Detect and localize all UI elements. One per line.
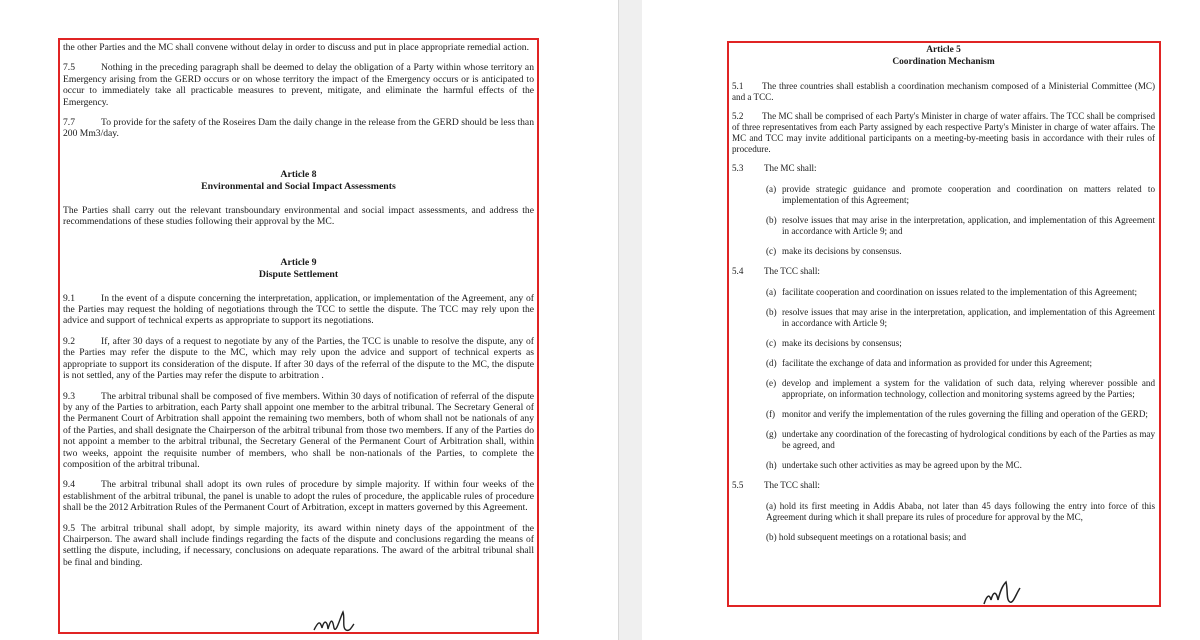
paragraph-9-4 [63, 479, 534, 513]
paragraph-number: 9.5 [63, 522, 75, 534]
article-9-heading: Article 9 [280, 256, 317, 268]
item-text: develop and implement a system for the validation of such data, relying wherever possible and appropriate, on information technology, collection and monitoring systems agreed by the Parties; [782, 378, 1155, 399]
article-8-heading: Article 8 [280, 168, 317, 180]
paragraph-number: 5.5 [732, 480, 744, 490]
paragraph-text: In the event of a dispute concerning the interpretation, application, or implementation of the Agreement, any of the Parties may request the holding of negotiations through the TCC to settle the dispute. The TCC may rely upon the advice and support of technical experts as appropriate to support its negotiations. [63, 292, 534, 327]
item-letter: (g) [766, 429, 777, 439]
intro-paragraph: the other Parties and the MC shall convene without delay in order to discuss and put in place appropriate remedial action. [63, 42, 529, 53]
list-item [766, 429, 1155, 451]
list-item [766, 378, 1155, 400]
item-text: monitor and verify the implementation of the rules governing the filling and operation of the GERD; [782, 409, 1148, 419]
paragraph-9-5 [63, 523, 534, 569]
list-item [766, 338, 1155, 349]
right-highlight-frame [727, 41, 1161, 607]
item-text: make its decisions by consensus; [782, 338, 902, 348]
handwritten-initials-right [980, 578, 1024, 610]
item-text: provide strategic guidance and promote cooperation and coordination on matters related to implementation of this Agreement; [782, 184, 1155, 205]
item-letter: (b) [766, 215, 777, 225]
left-highlight-frame [58, 38, 539, 634]
item-text: hold subsequent meetings on a rotational basis; and [778, 532, 967, 542]
article-9-title: Dispute Settlement [258, 268, 339, 280]
list-item [766, 409, 1155, 420]
paragraph-text: To provide for the safety of the Roseires Dam the daily change in the release from the GERD should be less than 200 Mm3/day. [63, 117, 534, 140]
tcc-list [732, 287, 1155, 471]
item-letter: (d) [766, 358, 777, 368]
item-text: undertake such other activities as may be agreed upon by the MC. [782, 460, 1022, 470]
tcc-meeting-list [732, 501, 1155, 543]
page-gutter [618, 0, 644, 640]
paragraph-number: 9.1 [63, 292, 75, 304]
paragraph-number: 7.5 [63, 62, 75, 74]
list-item [766, 358, 1155, 369]
list-item [766, 215, 1155, 237]
item-text: resolve issues that may arise in the interpretation, application, and implementation of this Agreement in accordance with Article 9; and [782, 215, 1155, 236]
article-8-text: The Parties shall carry out the relevant transboundary environmental and social impact assessments, and address the recommendations of these studies following their approval by the MC. [63, 204, 534, 228]
item-letter: (b) [766, 307, 777, 317]
handwritten-initials-left [310, 608, 358, 638]
item-text: undertake any coordination of the forecasting of hydrological conditions by each of the Parties as may be agreed, and [782, 429, 1155, 450]
spacer [63, 149, 534, 159]
list-item [766, 501, 1155, 523]
paragraph-7-5 [63, 62, 534, 108]
paragraph-5-2 [732, 111, 1155, 155]
paragraph-text: The MC shall: [764, 163, 817, 173]
item-letter: (f) [766, 409, 776, 419]
item-letter: (c) [766, 246, 777, 256]
list-item [766, 307, 1155, 329]
paragraph-number: 5.3 [732, 163, 744, 173]
item-text: make its decisions by consensus. [782, 246, 902, 256]
list-item [766, 460, 1155, 471]
item-letter: (a) [766, 287, 777, 297]
paragraph-text: The arbitral tribunal shall be composed of five members. Within 30 days of notification of referral of the dispute by any of the Parties to arbitration, each Party shall appoint one member to the arbitral tribunal. The Secretary General of the Permanent Court of Arbitration shall appoint the remaining two members, both of whom shall not be nationals of any of the Parties, and shall designate the Chairperson of the arbitral tribunal from those two members. If any of the Parties do not appoint a member to the arbitral tribunal, the Secretary General of the Permanent Court of Arbitration shall, within two weeks, appoint the requisite number of members, who shall be non-nationals of the Parties, to complete the composition of the arbitral tribunal. [63, 390, 534, 470]
paragraph-7-7 [63, 117, 534, 140]
paragraph-text: The arbitral tribunal shall adopt, by simple majority, its award within ninety days of the appointment of the Chairperson. The award shall include findings regarding the facts of the dispute and conclusions regarding the means of settling the dispute, including, if necessary, conclusions on adequate reparations. The award of the arbitral tribunal shall be final and binding. [63, 522, 534, 568]
item-letter: (e) [766, 378, 777, 388]
item-text: facilitate the exchange of data and information as provided for under this Agreement; [782, 358, 1093, 368]
item-letter: (b) [766, 532, 777, 542]
paragraph-text: The arbitral tribunal shall adopt its own rules of procedure by simple majority. If within four weeks of the establishment of the arbitral tribunal, the panel is unable to adopt the rules of procedure, the applicable rules of procedure shall be the 2012 Arbitration Rules of the Permanent Court of Arbitration, except in matters governed by this Agreement. [63, 479, 534, 514]
paragraph-text: If, after 30 days of a request to negotiate by any of the Parties, the TCC is unable to resolve the dispute, any of the Parties may refer the dispute to the MC, which may rely upon the advice and support of technical experts as appropriate to support its consideration of the dispute. If after 30 days of the referral of the dispute to the MC, the dispute is not settled, any of the Parties may refer the dispute to arbitration . [63, 335, 534, 382]
item-text: facilitate cooperation and coordination on issues related to the implementation of this Agreement; [782, 287, 1138, 297]
paragraph-number: 9.2 [63, 335, 75, 347]
paragraph-text: The MC shall be comprised of each Party's Minister in charge of water affairs. The TCC shall be comprised of three representatives from each Party assigned by each respective Party's Minister in charge of water affairs. The MC and TCC may invite additional participants on a meeting-by-meeting basis in accordance with their rules of procedure. [732, 111, 1155, 154]
paragraph-9-2 [63, 336, 534, 382]
paragraph-9-3 [63, 391, 534, 471]
article-5-heading: Article 5 [926, 45, 961, 55]
item-text: hold its first meeting in Addis Ababa, not later than 45 days following the entry into force of this Agreement during which it shall prepare its rules of procedure for approval by the MC, [766, 501, 1155, 522]
paragraph-number: 5.4 [732, 266, 744, 276]
list-item [766, 246, 1155, 257]
paragraph-number: 7.7 [63, 117, 75, 129]
item-letter: (h) [766, 460, 777, 470]
item-letter: (a) [766, 501, 777, 511]
article-5-title: Coordination Mechanism [892, 56, 995, 67]
item-text: resolve issues that may arise in the interpretation, application, and implementation of this Agreement in accordance with Article 9; [782, 307, 1155, 328]
paragraph-text: The three countries shall establish a coordination mechanism composed of a Ministerial Committee (MC) and a TCC. [732, 81, 1155, 102]
list-item [766, 184, 1155, 206]
paragraph-number: 5.2 [732, 111, 744, 121]
paragraph-number: 9.3 [63, 390, 75, 402]
spacer [63, 237, 534, 247]
item-letter: (c) [766, 338, 777, 348]
paragraph-9-1 [63, 293, 534, 327]
article-8-title: Environmental and Social Impact Assessments [201, 180, 396, 192]
paragraph-number: 5.1 [732, 81, 744, 91]
list-item [766, 532, 1155, 543]
paragraph-5-1 [732, 81, 1155, 103]
mc-list [732, 184, 1155, 257]
item-letter: (a) [766, 184, 777, 194]
paragraph-5-4 [732, 266, 1155, 277]
paragraph-text: Nothing in the preceding paragraph shall be deemed to delay the obligation of a Party within whose territory an Emergency arising from the GERD occurs or on whose territory the impact of the Emergency occurs or is anticipated to occur to immediately take all practicable measures to prevent, mitigate, and eliminate the harmful effects of the Emergency. [63, 62, 534, 108]
paragraph-text: The TCC shall: [764, 480, 820, 490]
list-item [766, 287, 1155, 298]
paragraph-text: The TCC shall: [764, 266, 820, 276]
paragraph-5-5 [732, 480, 1155, 491]
paragraph-number: 9.4 [63, 479, 75, 491]
paragraph-5-3 [732, 163, 1155, 174]
